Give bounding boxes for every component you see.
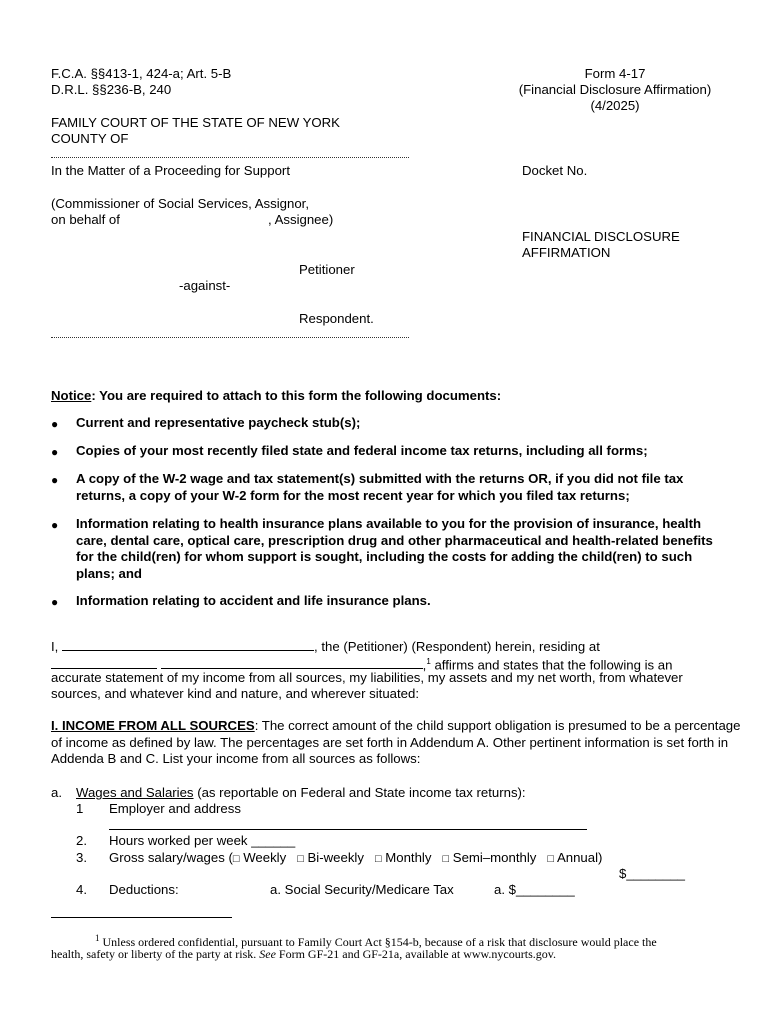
option-weekly: Weekly [243, 850, 287, 865]
footnote-line-2 [51, 946, 556, 962]
affirmation-line-1-rest: , the (Petitioner) (Respondent) herein, residing at [314, 639, 600, 654]
checkbox-icon[interactable]: □ [442, 853, 450, 865]
option-semi-monthly: Semi–monthly [452, 850, 537, 865]
wages-title: Wages and Salaries [76, 785, 194, 800]
notice-text: : You are required to attach to this form the following documents: [91, 388, 502, 403]
affirmation-line-4: sources, and whatever kind and nature, and wherever situated: [51, 686, 420, 701]
affirmation-line-1 [51, 638, 600, 655]
gross-salary-label: Gross salary/wages ( [109, 850, 233, 865]
hours-worked [109, 833, 295, 849]
checkbox-icon[interactable]: □ [374, 853, 382, 865]
notice-bullet-1: Current and representative paycheck stub(s); [76, 415, 361, 430]
document-title-line-1: FINANCIAL DISCLOSURE [522, 229, 680, 244]
bullet-icon: ● [51, 417, 59, 431]
affirmation-line-2-rest: affirms and states that the following is an [430, 657, 673, 673]
assignee-label: , Assignee) [268, 212, 334, 227]
item-4-number: 4. [76, 882, 87, 897]
bullet-icon: ● [51, 518, 59, 532]
option-monthly: Monthly [385, 850, 432, 865]
item-1-number: 1 [76, 801, 84, 816]
petitioner-label: Petitioner [299, 262, 355, 277]
checkbox-icon[interactable]: □ [547, 853, 555, 865]
form-number: Form 4-17 [584, 66, 646, 81]
employer-label: Employer and address [109, 801, 241, 816]
social-security-label: a. Social Security/Medicare Tax [270, 882, 454, 897]
footnote-reference: 1 [426, 657, 431, 666]
affirmation-line-2: ,$^1$ affirms and states that the following is an [51, 654, 672, 673]
bullet-icon: ● [51, 473, 59, 487]
section-income-text: : The correct amount of the child support obligation is presumed to be a percentage of income as defined by law. The percentages are set forth in Addendum A. Other pertinent information is set forth in Addenda B and C. List your income from all sources as follows: [51, 718, 741, 766]
affirmation-line-3: accurate statement of my income from all sources, my liabilities, my assets and my net worth, from whatever [51, 670, 683, 685]
bullet-icon: ● [51, 445, 59, 459]
social-security-amount-field[interactable]: a. $________ [494, 882, 575, 897]
footnote-text-1: Unless ordered confidential, pursuant to Family Court Act §154-b, because of a risk that disclosure would place the [99, 935, 657, 949]
item-2-number: 2. [76, 833, 87, 848]
court-name: FAMILY COURT OF THE STATE OF NEW YORK [51, 115, 340, 130]
hours-worked-field[interactable]: ______ [251, 833, 296, 848]
wages-title-rest: (as reportable on Federal and State income tax returns): [193, 785, 526, 800]
footnote-divider [51, 917, 232, 918]
notice-label: Notice [51, 388, 92, 403]
item-3-number: 3. [76, 850, 87, 865]
commissioner-on-behalf: on behalf of [51, 212, 120, 227]
against-label: -against- [179, 278, 231, 293]
footnote-see: See [259, 947, 276, 961]
option-bi-weekly: Bi-weekly [307, 850, 364, 865]
gross-salary-row [109, 850, 602, 867]
residence-field-1[interactable] [51, 656, 157, 669]
residence-field-2[interactable] [161, 656, 423, 669]
section-income-paragraph [51, 718, 741, 768]
commissioner-line-1: (Commissioner of Social Services, Assignor, [51, 196, 309, 211]
affiant-name-field[interactable] [62, 638, 314, 651]
footnote-text-2b: Form GF-21 and GF-21a, available at www.nycourts.gov. [275, 947, 556, 961]
footnote-number: 1 [95, 933, 100, 943]
respondent-label: Respondent. [299, 311, 374, 326]
deductions-label: Deductions: [109, 882, 179, 897]
affirmation-i-label: I, [51, 639, 59, 654]
matter-title: In the Matter of a Proceeding for Support [51, 163, 290, 178]
checkbox-icon[interactable]: □ [297, 853, 304, 865]
statute-citation-fca: F.C.A. §§413-1, 424-a; Art. 5-B [51, 66, 232, 81]
wages-heading [76, 785, 526, 801]
notice-bullet-2: Copies of your most recently filed state and federal income tax returns, including all forms; [76, 443, 648, 458]
wages-letter: a. [51, 785, 62, 800]
notice-bullet-3: A copy of the W-2 wage and tax statement(s) submitted with the returns OR, if you did not file tax returns, a copy of your W-2 form for the most recent year for which you filed tax returns; [76, 471, 684, 503]
checkbox-icon[interactable]: □ [232, 853, 240, 865]
hours-worked-label: Hours worked per week [109, 833, 248, 848]
notice-heading [51, 388, 501, 404]
county-label: COUNTY OF [51, 131, 129, 146]
caption-divider-top [51, 157, 409, 158]
gross-salary-amount-field[interactable]: $________ [619, 866, 686, 881]
docket-label: Docket No. [522, 163, 588, 178]
document-title-line-2: AFFIRMATION [522, 245, 611, 260]
form-date: (4/2025) [590, 98, 640, 113]
employer-address-field[interactable] [109, 829, 587, 830]
option-annual: Annual) [556, 850, 603, 865]
statute-citation-drl: D.R.L. §§236-B, 240 [51, 82, 172, 97]
section-income-heading: I. INCOME FROM ALL SOURCES [51, 718, 255, 733]
footnote-text-2a: health, safety or liberty of the party at risk. [51, 947, 260, 961]
form-name: (Financial Disclosure Affirmation) [518, 82, 712, 97]
notice-bullet-4: Information relating to health insurance plans available to you for the provision of insurance, health care, dental care, optical care, prescription drug and other pharmaceutical and health-related benefits for the child(ren) for whom support is sought, including the costs for adding the child(ren) to such plans; and [76, 516, 713, 581]
bullet-icon: ● [51, 595, 59, 609]
notice-bullet-5: Information relating to accident and life insurance plans. [76, 593, 431, 608]
caption-divider-bottom [51, 337, 409, 338]
